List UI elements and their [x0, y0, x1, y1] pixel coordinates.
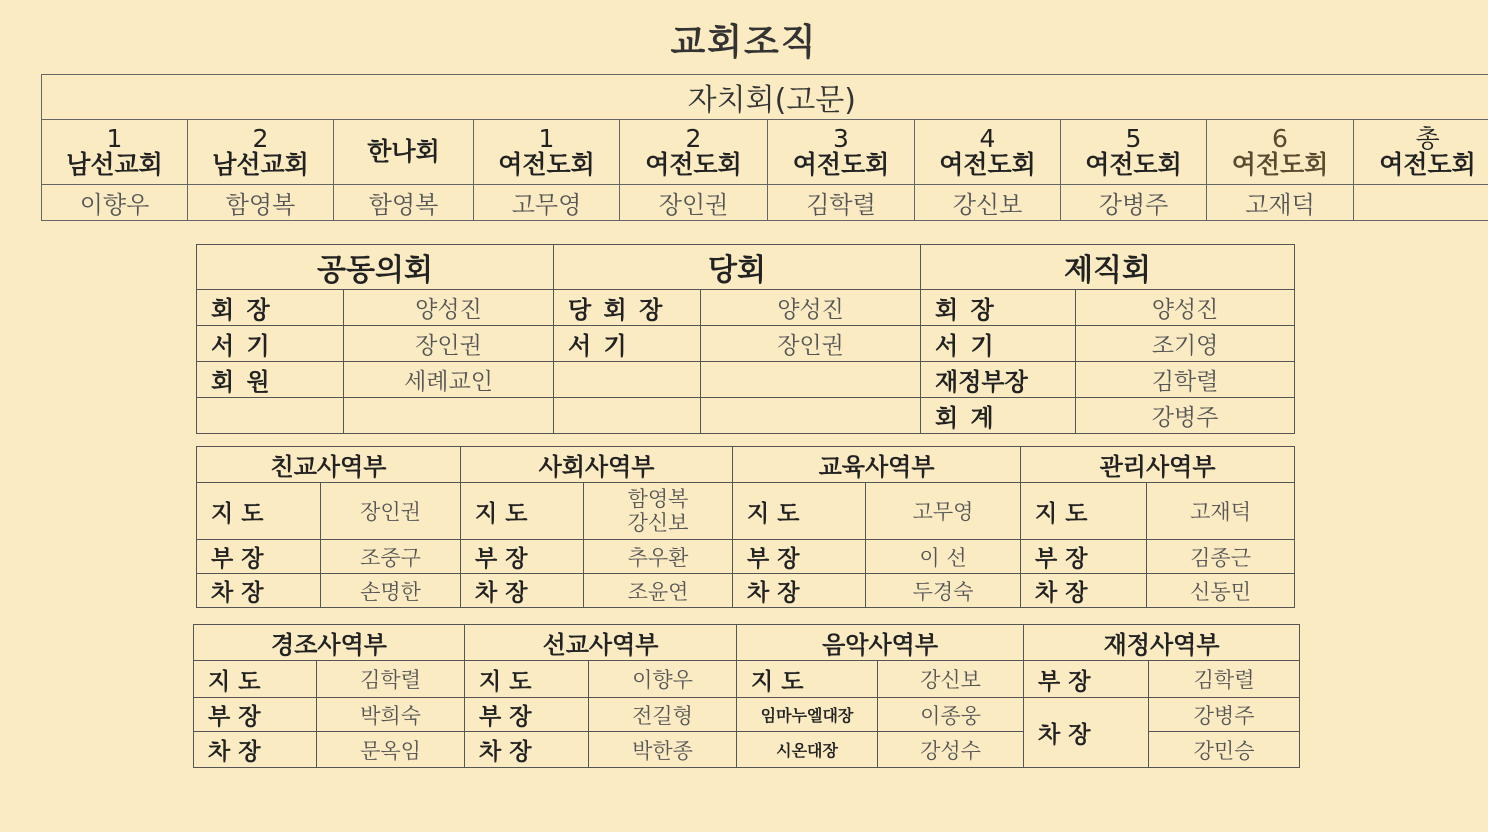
role-person [701, 398, 921, 434]
role-label [197, 398, 344, 434]
role-person: 김학렬 [1149, 661, 1300, 698]
role-label: 시온대장 [737, 732, 878, 768]
role-label: 지 도 [737, 661, 878, 698]
role-label: 지 도 [733, 483, 866, 540]
group-advisor: 함영복 [334, 185, 474, 221]
role-person: 이 선 [866, 540, 1021, 574]
role-person: 장인권 [701, 326, 921, 362]
role-person: 고재덕 [1147, 483, 1295, 540]
group-header: 한나회 [334, 120, 474, 185]
council-table [196, 244, 1295, 434]
role-person [344, 398, 554, 434]
ministry-title: 사회사역부 [461, 447, 733, 483]
group-header: 4 여전도회 [915, 120, 1061, 185]
role-label: 차 장 [461, 574, 584, 608]
role-label: 지 도 [465, 661, 589, 698]
role-label: 지 도 [461, 483, 584, 540]
role-person: 추우환 [584, 540, 733, 574]
role-person: 장인권 [321, 483, 461, 540]
role-person: 강민승 [1149, 732, 1300, 768]
role-person: 손명한 [321, 574, 461, 608]
group-advisor: 함영복 [188, 185, 334, 221]
group-advisor [1354, 185, 1488, 221]
group-advisor: 장인권 [620, 185, 768, 221]
role-label: 지 도 [194, 661, 317, 698]
role-person: 조윤연 [584, 574, 733, 608]
role-person: 강신보 [878, 661, 1024, 698]
role-person [701, 362, 921, 398]
role-label: 회 원 [197, 362, 344, 398]
role-label [554, 362, 701, 398]
role-person: 김학렬 [1076, 362, 1295, 398]
role-label [554, 398, 701, 434]
role-label: 회 계 [921, 398, 1076, 434]
role-person: 함영복 강신보 [584, 483, 733, 540]
role-label: 당 회 장 [554, 290, 701, 326]
role-person: 강성수 [878, 732, 1024, 768]
role-person: 조중구 [321, 540, 461, 574]
ministry-table-1 [196, 446, 1295, 608]
role-person: 강병주 [1076, 398, 1295, 434]
group-advisor: 고무영 [474, 185, 620, 221]
group-header: 2 남선교회 [188, 120, 334, 185]
role-person: 김종근 [1147, 540, 1295, 574]
role-label: 부 장 [1024, 661, 1149, 698]
ministry-title: 선교사역부 [465, 625, 737, 661]
role-person: 양성진 [344, 290, 554, 326]
ministry-title: 관리사역부 [1021, 447, 1295, 483]
role-label: 임마누엘대장 [737, 698, 878, 732]
ministry-title: 음악사역부 [737, 625, 1024, 661]
ministry-title: 경조사역부 [194, 625, 465, 661]
role-label: 재정부장 [921, 362, 1076, 398]
ministry-table-2 [193, 624, 1300, 768]
role-person: 두경숙 [866, 574, 1021, 608]
role-person: 문옥임 [317, 732, 465, 768]
role-label: 서 기 [197, 326, 344, 362]
role-label: 차 장 [465, 732, 589, 768]
role-label: 차 장 [197, 574, 321, 608]
role-person: 조기영 [1076, 326, 1295, 362]
group-advisor: 강신보 [915, 185, 1061, 221]
ministry-title: 재정사역부 [1024, 625, 1300, 661]
group-advisor: 강병주 [1061, 185, 1207, 221]
jachi-title: 자치회(고문) [42, 75, 1488, 120]
role-person: 이종웅 [878, 698, 1024, 732]
jachi-table [41, 74, 1488, 221]
council-title: 제직회 [921, 245, 1295, 290]
role-label: 부 장 [197, 540, 321, 574]
role-label: 서 기 [554, 326, 701, 362]
role-label: 부 장 [465, 698, 589, 732]
role-label: 차 장 [194, 732, 317, 768]
ministry-title: 교육사역부 [733, 447, 1021, 483]
group-header: 5 여전도회 [1061, 120, 1207, 185]
council-title: 당회 [554, 245, 921, 290]
group-header: 2 여전도회 [620, 120, 768, 185]
role-person: 이향우 [589, 661, 737, 698]
group-advisor: 이향우 [42, 185, 188, 221]
role-label: 부 장 [1021, 540, 1147, 574]
role-label: 부 장 [461, 540, 584, 574]
role-person: 강병주 [1149, 698, 1300, 732]
role-label: 회 장 [921, 290, 1076, 326]
role-person: 김학렬 [317, 661, 465, 698]
role-label: 부 장 [733, 540, 866, 574]
page-title: 교회조직 [670, 22, 818, 63]
role-label: 지 도 [1021, 483, 1147, 540]
role-person: 박희숙 [317, 698, 465, 732]
group-header: 1 남선교회 [42, 120, 188, 185]
role-person: 전길형 [589, 698, 737, 732]
role-person: 세례교인 [344, 362, 554, 398]
group-header: 6 여전도회 [1207, 120, 1354, 185]
ministry-title: 친교사역부 [197, 447, 461, 483]
role-label: 서 기 [921, 326, 1076, 362]
group-header: 3 여전도회 [768, 120, 915, 185]
role-label: 회 장 [197, 290, 344, 326]
role-label: 차 장 [1024, 698, 1149, 768]
group-advisor: 고재덕 [1207, 185, 1354, 221]
role-person: 장인권 [344, 326, 554, 362]
role-label: 부 장 [194, 698, 317, 732]
role-person: 박한종 [589, 732, 737, 768]
role-person: 고무영 [866, 483, 1021, 540]
role-person: 양성진 [1076, 290, 1295, 326]
council-title: 공동의회 [197, 245, 554, 290]
role-person: 신동민 [1147, 574, 1295, 608]
group-header: 총 여전도회 [1354, 120, 1488, 185]
role-label: 차 장 [733, 574, 866, 608]
role-person: 양성진 [701, 290, 921, 326]
group-advisor: 김학렬 [768, 185, 915, 221]
role-label: 지 도 [197, 483, 321, 540]
group-header: 1 여전도회 [474, 120, 620, 185]
role-label: 차 장 [1021, 574, 1147, 608]
